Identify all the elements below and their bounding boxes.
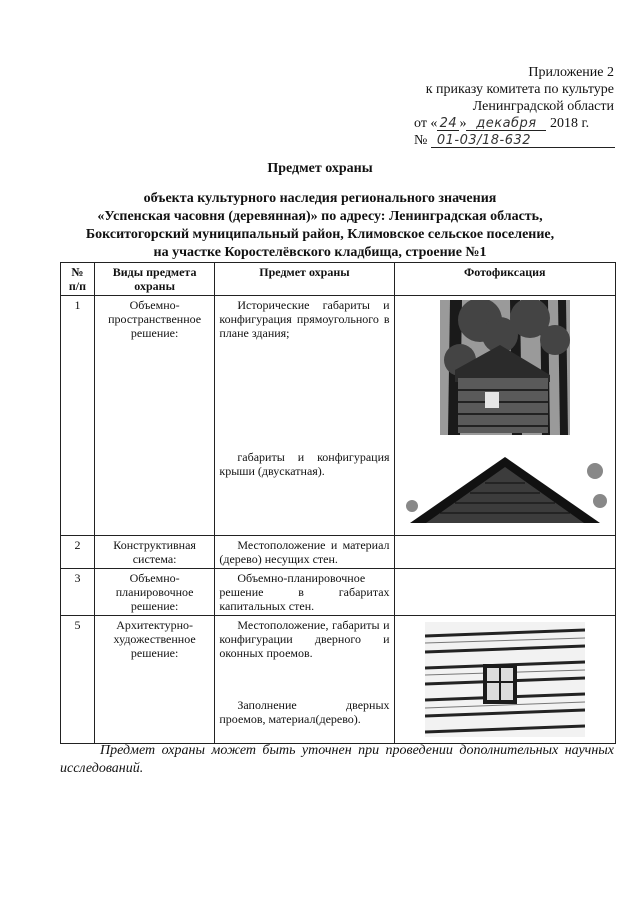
photo-cell bbox=[394, 296, 615, 536]
row-subject bbox=[215, 616, 394, 744]
handwritten-month: декабря bbox=[476, 116, 537, 131]
document-title bbox=[40, 160, 600, 262]
table-row bbox=[61, 569, 616, 616]
handwritten-number: 01-03/18-632 bbox=[436, 133, 532, 148]
title-line-1: объекта культурного наследия регионального значения bbox=[143, 191, 497, 206]
appendix-header bbox=[374, 64, 614, 149]
row-subject bbox=[215, 536, 394, 569]
photo-cell-empty bbox=[394, 536, 615, 569]
table-row bbox=[61, 296, 616, 536]
row-type: Объемно-пространственное решение: bbox=[94, 296, 215, 536]
row-num: 5 bbox=[61, 616, 95, 744]
protection-table bbox=[60, 262, 616, 744]
title-heading: Предмет охраны bbox=[267, 161, 373, 176]
appendix-order-ref: к приказу комитета по культуре bbox=[425, 82, 614, 97]
subject-a: Объемно-планировочное решение в габаритах капитальных стен. bbox=[219, 571, 390, 613]
row-type: Объемно-планировочное решение: bbox=[94, 569, 215, 616]
subject-a: Исторические габариты и конфигурация прямоугольного в плане здания; bbox=[219, 298, 390, 340]
subject-b: габариты и конфигурация крыши (двускатная). bbox=[219, 450, 390, 478]
row-type: Архитектурно-художественное решение: bbox=[94, 616, 215, 744]
header-num: № п/п bbox=[61, 263, 95, 296]
title-line-3: Бокситогорский муниципальный район, Климовское сельское поселение, bbox=[85, 227, 555, 242]
photo-cell-empty bbox=[394, 569, 615, 616]
handwritten-day: 24 bbox=[439, 116, 458, 131]
header-photo: Фотофиксация bbox=[394, 263, 615, 296]
title-line-4: на участке Коростелёвского кладбища, строение №1 bbox=[153, 245, 487, 260]
photo-cell bbox=[394, 616, 615, 744]
appendix-date: от « 24 » декабря 2018 г. bbox=[414, 116, 590, 131]
appendix-title: Приложение 2 bbox=[528, 65, 614, 80]
row-subject bbox=[215, 296, 394, 536]
row-subject bbox=[215, 569, 394, 616]
appendix-number: № 01-03/18-632 bbox=[374, 132, 614, 149]
window-wall-photo bbox=[425, 622, 585, 737]
footer-note: Предмет охраны может быть уточнен при проведении дополнительных научных исследований. bbox=[60, 743, 614, 776]
table-row bbox=[61, 616, 616, 744]
table-row bbox=[61, 536, 616, 569]
title-line-2: «Успенская часовня (деревянная)» по адресу: Ленинградская область, bbox=[97, 209, 543, 224]
row-type: Конструктивная система: bbox=[94, 536, 215, 569]
subject-a: Местоположение и материал (дерево) несущих стен. bbox=[219, 538, 390, 566]
row-num: 2 bbox=[61, 536, 95, 569]
subject-a: Местоположение, габариты и конфигурации дверного и оконных проемов. bbox=[219, 618, 390, 660]
header-subject: Предмет охраны bbox=[215, 263, 394, 296]
row-num: 3 bbox=[61, 569, 95, 616]
roof-photo bbox=[400, 451, 610, 526]
appendix-region: Ленинградской области bbox=[472, 99, 614, 114]
row-num: 1 bbox=[61, 296, 95, 536]
subject-b: Заполнение дверных проемов, материал(дерево). bbox=[219, 698, 390, 726]
header-type: Виды предмета охраны bbox=[94, 263, 215, 296]
date-year: 2018 г. bbox=[549, 116, 590, 131]
table-header-row bbox=[61, 263, 616, 296]
chapel-forest-photo bbox=[440, 300, 570, 435]
